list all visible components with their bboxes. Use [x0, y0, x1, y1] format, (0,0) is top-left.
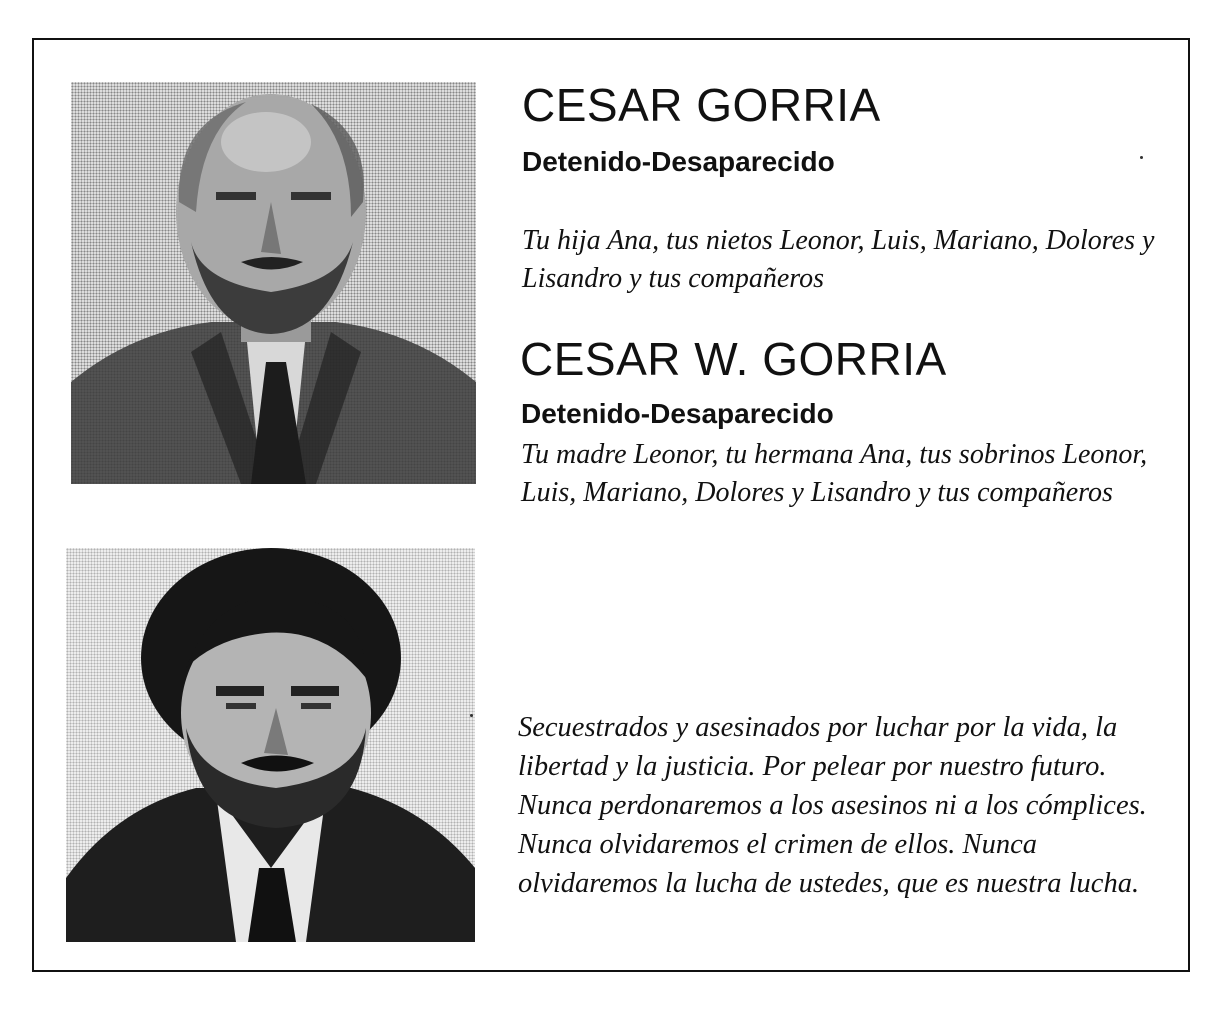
person-1-dedication: Tu hija Ana, tus nietos Leonor, Luis, Mariano, Dolores y Lisandro y tus compañeros [522, 225, 1155, 294]
portrait-older-man-photo [71, 82, 476, 484]
person-1-status: Detenido-Desaparecido [522, 146, 835, 177]
tribute-text: Secuestrados y asesinados por luchar por la vida, la libertad y la justicia. Por pelear por nuestro futuro. Nunca perdonaremos a los asesinos ni a los cómplices. Nunca olvidaremos el crimen de ellos. Nunca olvidaremos la lucha de ustedes, que es nuestra lucha. [518, 712, 1147, 899]
person-2-status: Detenido-Desaparecido [521, 398, 834, 429]
person-1-name: CESAR GORRIA [522, 79, 881, 131]
person-2-dedication: Tu madre Leonor, tu hermana Ana, tus sobrinos Leonor, Luis, Mariano, Dolores y Lisandro y tus compañeros [521, 439, 1148, 508]
print-speck [470, 714, 473, 717]
portrait-bearded-man-photo [66, 548, 475, 942]
person-2-name: CESAR W. GORRIA [520, 333, 947, 385]
print-speck [1140, 156, 1143, 159]
